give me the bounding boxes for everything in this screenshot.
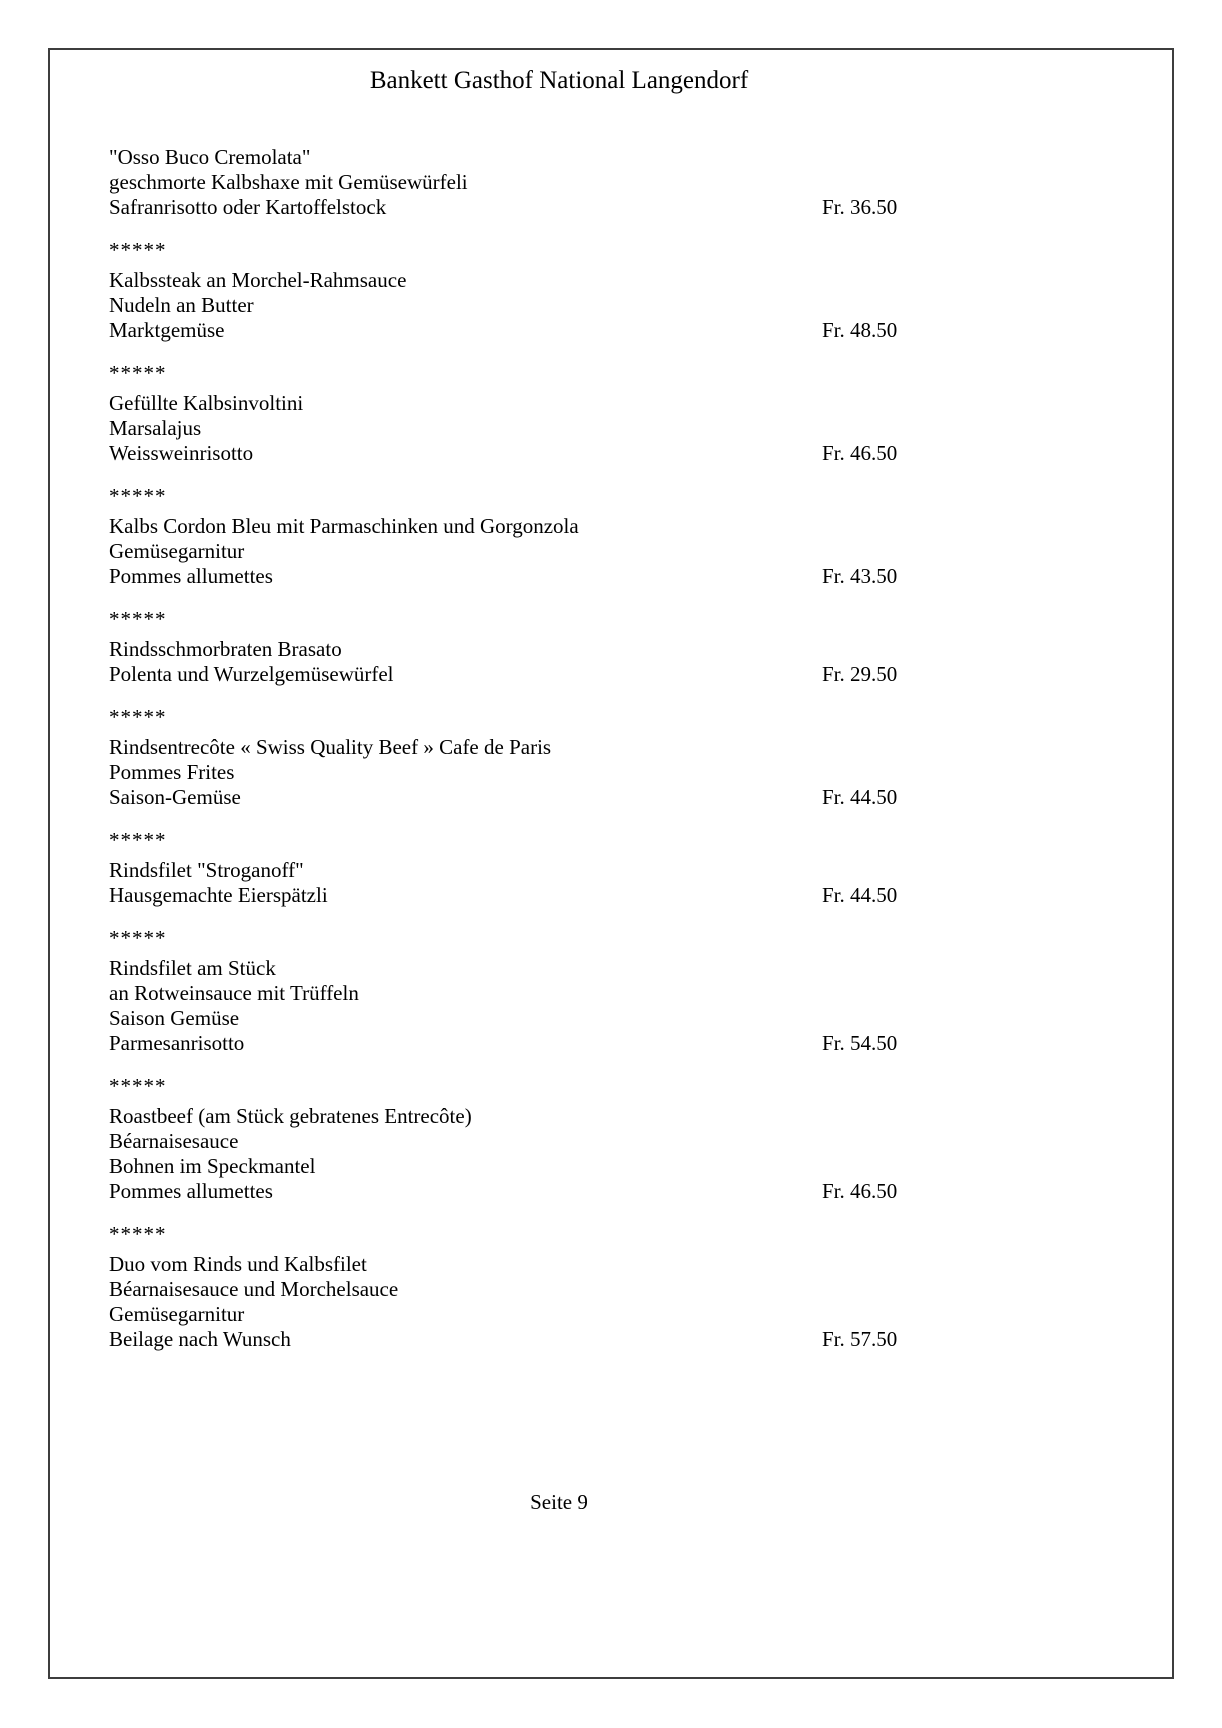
dish-text: Nudeln an Butter — [109, 293, 254, 317]
menu-item-line — [109, 293, 1009, 318]
dish-text: Pommes allumettes — [109, 564, 273, 588]
menu-item-line — [109, 1006, 1009, 1031]
dish-text: Parmesanrisotto — [109, 1031, 245, 1055]
menu-item-price: Fr. 36.50 — [822, 195, 898, 219]
menu-item — [109, 1252, 1009, 1352]
menu-item-line — [109, 416, 1009, 441]
menu-item-line — [109, 1104, 1009, 1129]
separator-stars: ***** — [109, 705, 167, 729]
menu-item-line — [109, 318, 1009, 343]
menu-list — [109, 145, 1009, 1352]
menu-item — [109, 391, 1009, 466]
dish-text: Beilage nach Wunsch — [109, 1327, 291, 1351]
menu-item-line — [109, 956, 1009, 981]
menu-item-line — [109, 1302, 1009, 1327]
dish-text: Rindsentrecôte « Swiss Quality Beef » Cafe de Paris — [109, 735, 552, 759]
page-footer: Seite 9 — [530, 1490, 588, 1514]
menu-item-line — [109, 1154, 1009, 1179]
menu-item-line — [109, 441, 1009, 466]
dish-text: Béarnaisesauce und Morchelsauce — [109, 1277, 399, 1301]
dish-text: Safranrisotto oder Kartoffelstock — [109, 195, 387, 219]
menu-item-line — [109, 539, 1009, 564]
dish-text: Kalbs Cordon Bleu mit Parmaschinken und Gorgonzola — [109, 514, 579, 538]
menu-item — [109, 1104, 1009, 1204]
dish-text: Saison Gemüse — [109, 1006, 240, 1030]
separator-stars: ***** — [109, 828, 167, 852]
menu-item-line — [109, 1327, 1009, 1352]
dish-text: Gemüsegarnitur — [109, 539, 245, 563]
dish-text: Saison-Gemüse — [109, 785, 241, 809]
menu-item-price: Fr. 44.50 — [822, 785, 898, 809]
menu-item-line — [109, 1129, 1009, 1154]
separator-stars: ***** — [109, 1074, 167, 1098]
dish-text: "Osso Buco Cremolata" — [109, 145, 311, 169]
dish-text: Weissweinrisotto — [109, 441, 254, 465]
menu-item-line — [109, 637, 1009, 662]
dish-text: Béarnaisesauce — [109, 1129, 239, 1153]
page-title: Bankett Gasthof National Langendorf — [369, 67, 749, 94]
dish-text: Marsalajus — [109, 416, 202, 440]
menu-item — [109, 268, 1009, 343]
dish-text: Rindsfilet "Stroganoff" — [109, 858, 304, 882]
menu-item — [109, 145, 1009, 220]
page-border — [48, 48, 1174, 1679]
menu-item-line — [109, 883, 1009, 908]
menu-item-price: Fr. 57.50 — [822, 1327, 898, 1351]
dish-text: Rindsfilet am Stück — [109, 956, 276, 980]
menu-item-line — [109, 564, 1009, 589]
dish-text: Pommes Frites — [109, 760, 235, 784]
dish-text: Duo vom Rinds und Kalbsfilet — [109, 1252, 367, 1276]
menu-item-line — [109, 1179, 1009, 1204]
dish-text: Roastbeef (am Stück gebratenes Entrecôte) — [109, 1104, 472, 1128]
menu-item-line — [109, 1277, 1009, 1302]
separator-stars: ***** — [109, 361, 167, 385]
dish-text: Marktgemüse — [109, 318, 225, 342]
menu-item-line — [109, 391, 1009, 416]
dish-text: Rindsschmorbraten Brasato — [109, 637, 342, 661]
menu-item-line — [109, 170, 1009, 195]
separator-stars: ***** — [109, 1222, 167, 1246]
menu-item — [109, 735, 1009, 810]
menu-item-line — [109, 662, 1009, 687]
dish-text: an Rotweinsauce mit Trüffeln — [109, 981, 359, 1005]
dish-text: Gefüllte Kalbsinvoltini — [109, 391, 304, 415]
menu-item-line — [109, 1031, 1009, 1056]
dish-text: Bohnen im Speckmantel — [109, 1154, 316, 1178]
menu-item-line — [109, 145, 1009, 170]
menu-item-line — [109, 195, 1009, 220]
dish-text: Hausgemachte Eierspätzli — [109, 883, 328, 907]
menu-item-price: Fr. 48.50 — [822, 318, 898, 342]
menu-item-line — [109, 735, 1009, 760]
menu-item-price: Fr. 46.50 — [822, 1179, 898, 1203]
dish-text: Kalbssteak an Morchel-Rahmsauce — [109, 268, 407, 292]
menu-item-line — [109, 1252, 1009, 1277]
menu-item-price: Fr. 43.50 — [822, 564, 898, 588]
menu-item — [109, 956, 1009, 1056]
menu-item-line — [109, 785, 1009, 810]
separator-stars: ***** — [109, 484, 167, 508]
menu-item — [109, 637, 1009, 687]
menu-item-price: Fr. 54.50 — [822, 1031, 898, 1055]
separator-stars: ***** — [109, 926, 167, 950]
dish-text: Pommes allumettes — [109, 1179, 273, 1203]
menu-item-line — [109, 858, 1009, 883]
menu-item — [109, 858, 1009, 908]
dish-text: geschmorte Kalbshaxe mit Gemüsewürfeli — [109, 170, 468, 194]
separator-stars: ***** — [109, 607, 167, 631]
menu-item-price: Fr. 44.50 — [822, 883, 898, 907]
dish-text: Gemüsegarnitur — [109, 1302, 245, 1326]
menu-item-line — [109, 268, 1009, 293]
menu-item-line — [109, 981, 1009, 1006]
menu-item — [109, 514, 1009, 589]
menu-item-line — [109, 760, 1009, 785]
menu-item-price: Fr. 46.50 — [822, 441, 898, 465]
menu-item-line — [109, 514, 1009, 539]
separator-stars: ***** — [109, 238, 167, 262]
menu-item-price: Fr. 29.50 — [822, 662, 898, 686]
dish-text: Polenta und Wurzelgemüsewürfel — [109, 662, 394, 686]
